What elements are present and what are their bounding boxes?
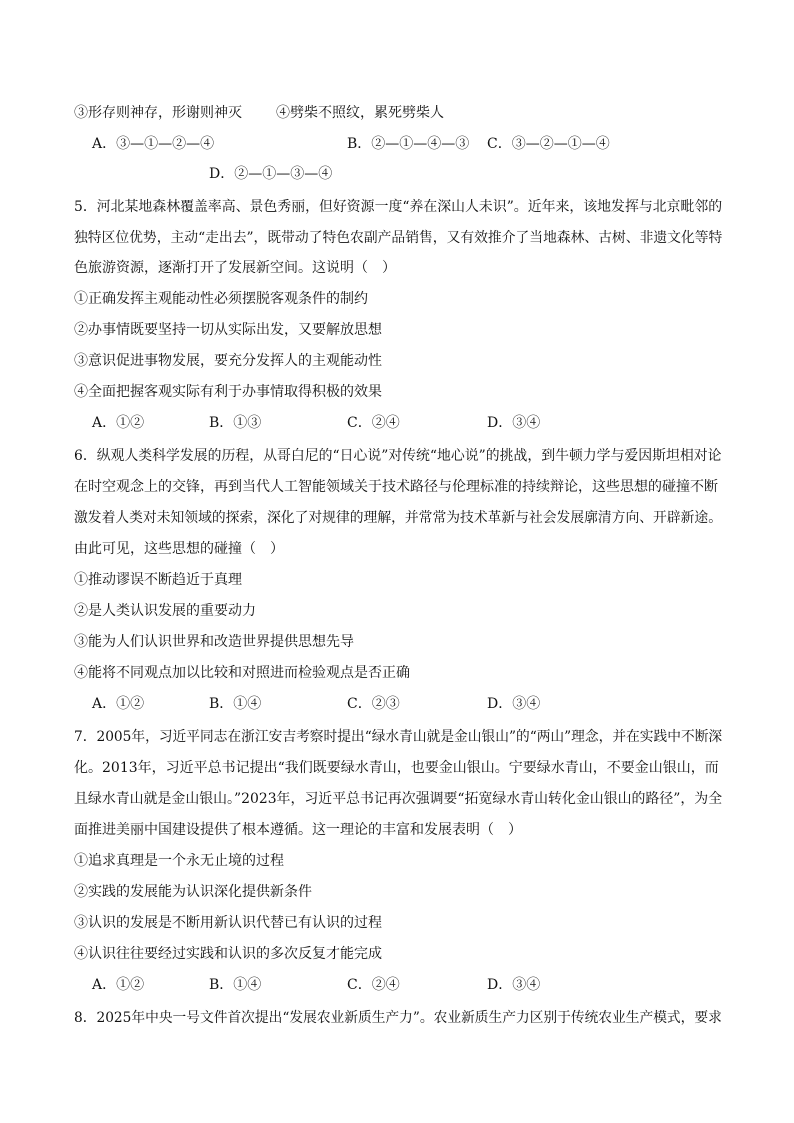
q7-option-a: A．①② <box>92 977 145 993</box>
q7-statement-3: ③认识的发展是不断用新认识代替已有认识的过程 <box>74 915 382 931</box>
q7-option-d: D．③④ <box>487 977 541 993</box>
q5-statement-4: ④全面把握客观实际有利于办事情取得积极的效果 <box>74 384 382 400</box>
q6-statement-2: ②是人类认识发展的重要动力 <box>74 603 256 619</box>
q5-stem-line-1: 5．河北某地森林覆盖率高、景色秀丽，但好资源一度“养在深山人未识”。近年来，该地发挥与北京毗邻的 <box>74 199 723 215</box>
q5-option-c: C．②④ <box>347 415 400 431</box>
q6-statement-3: ③能为人们认识世界和改造世界提供思想先导 <box>74 634 354 650</box>
q7-statement-4: ④认识往往要经过实践和认识的多次反复才能完成 <box>74 946 382 962</box>
q6-stem-line-1: 6．纵观人类科学发展的历程，从哥白尼的“日心说”对传统“地心说”的挑战，到牛顿力学与爱因斯坦相对论 <box>74 448 722 464</box>
q7-stem-line-2: 化。2013年，习近平总书记提出“我们既要绿水青山，也要金山银山。宁要绿水青山，不要金山银山，而 <box>74 760 719 776</box>
q5-statement-1: ①正确发挥主观能动性必须摆脱客观条件的制约 <box>74 291 368 307</box>
q5-statement-3: ③意识促进事物发展，要充分发挥人的主观能动性 <box>74 353 382 369</box>
q5-stem-line-3: 色旅游资源，逐渐打开了发展新空间。这说明（ ） <box>74 260 396 276</box>
q6-option-b: B．①④ <box>209 696 262 712</box>
q7-stem-line-1: 7．2005年，习近平同志在浙江安吉考察时提出“绿水青山就是金山银山”的“两山”理念，并在实践中不断深 <box>74 729 723 745</box>
q7-statement-1: ①追求真理是一个永无止境的过程 <box>74 853 284 869</box>
q5-option-d: D．③④ <box>487 415 541 431</box>
q6-statement-4: ④能将不同观点加以比较和对照进而检验观点是否正确 <box>74 665 410 681</box>
q4-option-c: C．③—②—①—④ <box>487 136 610 152</box>
q4-option-a: A．③—①—②—④ <box>92 136 215 152</box>
q5-stem-line-2: 独特区位优势，主动“走出去”，既带动了特色农副产品销售，又有效推介了当地森林、古树、非遗文化等特 <box>74 230 723 246</box>
q7-stem-line-3: 且绿水青山就是金山银山。”2023年，习近平总书记再次强调要“拓宽绿水青山转化金山银山的路径”，为全 <box>74 791 723 807</box>
q6-statement-1: ①推动谬误不断趋近于真理 <box>74 572 242 588</box>
q7-statement-2: ②实践的发展能为认识深化提供新条件 <box>74 884 312 900</box>
q8-stem-line-1: 8．2025年中央一号文件首次提出“发展农业新质生产力”。农业新质生产力区别于传统农业生产模式，要求 <box>74 1010 722 1026</box>
q6-stem-line-2: 在时空观念上的交锋，再到当代人工智能领域关于技术路径与伦理标准的持续辩论，这些思想的碰撞不断 <box>74 479 718 495</box>
q6-option-d: D．③④ <box>487 696 541 712</box>
q5-option-a: A．①② <box>92 415 145 431</box>
q6-option-a: A．①② <box>92 696 145 712</box>
q6-stem-line-3: 激发着人类对未知领域的探索，深化了对规律的理解，并常常为技术革新与社会发展廓清方向、开辟新途。 <box>74 510 722 526</box>
q7-option-c: C．②④ <box>347 977 400 993</box>
q6-stem-line-4: 由此可见，这些思想的碰撞（ ） <box>74 541 284 557</box>
q7-stem-line-4: 面推进美丽中国建设提供了根本遵循。这一理论的丰富和发展表明（ ） <box>74 822 522 838</box>
q4-option-d: D．②—①—③—④ <box>209 166 333 182</box>
q5-statement-2: ②办事情既要坚持一切从实际出发，又要解放思想 <box>74 322 382 338</box>
q4-statement-4: ④劈柴不照纹，累死劈柴人 <box>276 105 444 121</box>
q5-option-b: B．①③ <box>209 415 262 431</box>
q7-option-b: B．①④ <box>209 977 262 993</box>
q4-statement-3: ③形存则神存，形谢则神灭 <box>74 105 242 121</box>
q6-option-c: C．②③ <box>347 696 400 712</box>
q4-option-b: B．②—①—④—③ <box>347 136 470 152</box>
